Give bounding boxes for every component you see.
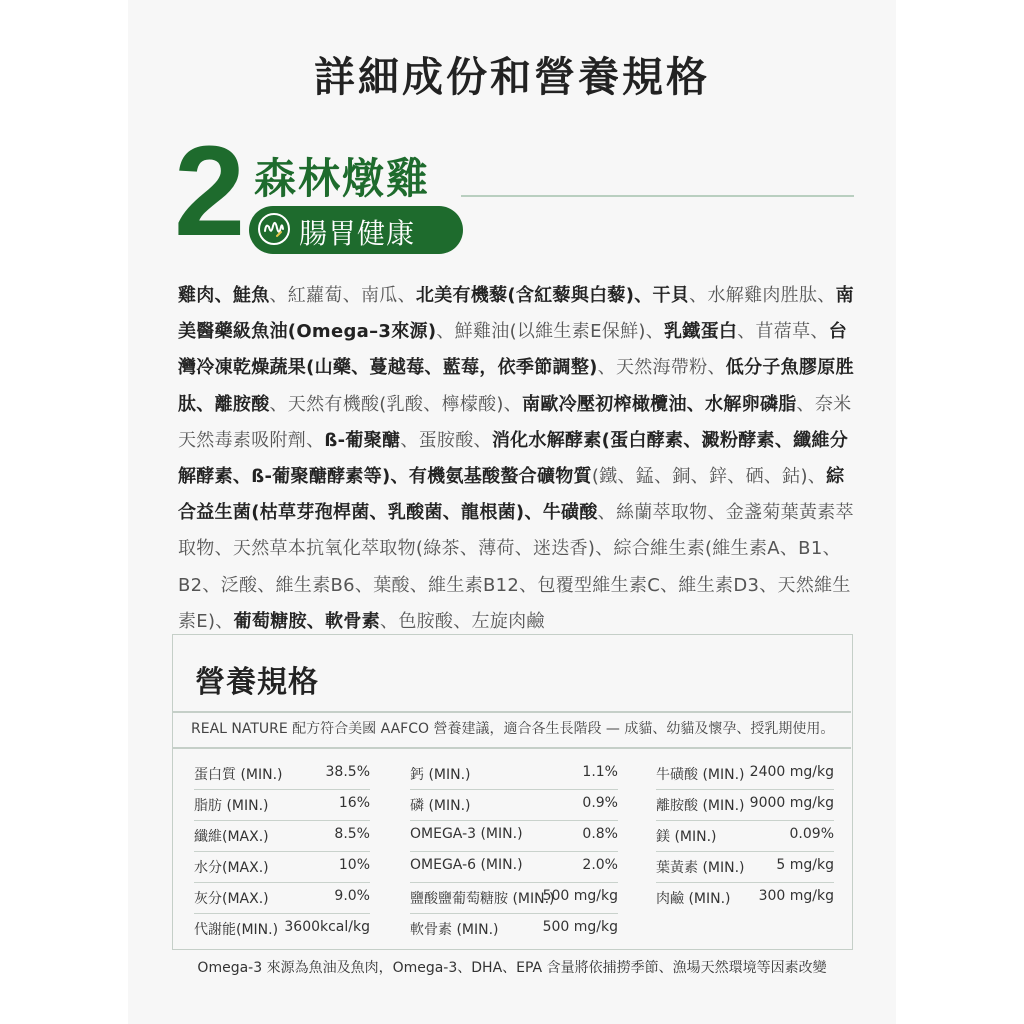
spec-note: REAL NATURE 配方符合美國 AAFCO 營養建議，適合各生長階段 — 成貓、幼貓及懷孕、授乳期使用。 (191, 721, 835, 737)
ingredient-text: 、紅蘿蔔、南瓜、 (269, 285, 416, 306)
nutrient-value: 1.1% (582, 764, 618, 780)
nutrient-value: 500 mg/kg (542, 888, 618, 904)
left-margin (0, 0, 128, 1024)
nutrient-label: OMEGA-3 (MIN.) (410, 826, 523, 842)
nutrient-label: 蛋白質 (MIN.) (194, 767, 283, 783)
ingredient-highlight: 葡萄糖胺、軟骨素 (233, 610, 381, 632)
nutrition-row (410, 914, 618, 945)
intestine-icon (258, 213, 290, 245)
ingredient-highlight: 綜合益生菌(枯草芽孢桿菌、乳酸菌、龍根菌)、牛磺酸 (178, 466, 845, 524)
ingredient-highlight: 台灣冷凍乾燥蔬果(山藥、蔓越莓、藍莓，依季節調整) (178, 321, 848, 379)
nutrition-column (410, 759, 618, 945)
nutrient-value: 9.0% (334, 888, 370, 904)
nutrient-label: 水分(MAX.) (194, 860, 269, 876)
ingredient-text: 、色胺酸、左旋肉鹼 (380, 610, 545, 632)
nutrient-label: 牛磺酸 (MIN.) (656, 767, 745, 783)
nutrition-row (656, 852, 834, 883)
nutrition-row (194, 852, 370, 883)
ingredient-text: 、天然海帶粉、 (597, 357, 726, 379)
ingredient-highlight: 南歐冷壓初榨橄欖油、水解卵磷脂 (522, 393, 797, 415)
spec-divider (173, 747, 851, 749)
ingredient-text: 、絲蘭萃取物、金盞菊葉黃素萃取物、天然草本抗氧化萃取物(綠茶、薄荷、迷迭香)、綜合維生素(維生素A、B1、B2、泛酸、維生素B6、葉酸、維生素B12、包覆型維生素C、維生素D3、天然維生素E)、 (178, 502, 854, 632)
nutrition-row (410, 883, 618, 914)
nutrient-value: 0.09% (789, 826, 834, 842)
nutrition-row (194, 914, 370, 945)
nutrition-row (656, 821, 834, 852)
ingredient-highlight: 消化水解酵素(蛋白酵素、澱粉酵素、纖維分解酵素、ß-葡聚醣酵素等)、有機氨基酸螯合礦物質 (178, 429, 849, 488)
benefit-tag-label: 腸胃健康 (299, 217, 416, 250)
nutrient-label: 纖維(MAX.) (194, 829, 269, 845)
ingredient-highlight: ß-葡聚醣 (324, 429, 401, 451)
nutrient-value: 2.0% (582, 857, 618, 873)
ingredient-text: 、天然有機酸(乳酸、檸檬酸)、 (269, 393, 523, 415)
nutrient-value: 16% (338, 795, 370, 811)
nutrient-value: 10% (338, 857, 370, 873)
nutrition-row (194, 883, 370, 914)
ingredient-highlight: 北美有機藜(含紅藜與白藜)、干貝 (415, 285, 690, 306)
nutrient-value: 300 mg/kg (758, 888, 834, 904)
ingredient-text: 、鮮雞油(以維生素E保鮮)、 (436, 321, 664, 343)
nutrient-label: 離胺酸 (MIN.) (656, 798, 745, 814)
nutrition-row (656, 759, 834, 790)
nutrient-label: 灰分(MAX.) (194, 891, 269, 907)
nutrient-value: 500 mg/kg (542, 919, 618, 935)
nutrition-table (194, 759, 834, 945)
right-margin (896, 0, 1024, 1024)
nutrient-value: 8.5% (334, 826, 370, 842)
nutrient-label: 代謝能(MIN.) (194, 922, 279, 938)
nutrient-value: 2400 mg/kg (749, 764, 834, 780)
nutrient-label: 鎂 (MIN.) (656, 829, 717, 845)
nutrition-row (194, 821, 370, 852)
nutrient-label: 鈣 (MIN.) (410, 767, 471, 783)
nutrient-label: 軟骨素 (MIN.) (410, 922, 499, 938)
nutrition-row (194, 759, 370, 790)
nutrition-row (410, 759, 618, 790)
nutrient-value: 9000 mg/kg (749, 795, 834, 811)
nutrition-row (656, 790, 834, 821)
product-name: 森林燉雞 (254, 154, 431, 203)
nutrition-row (410, 821, 618, 852)
nutrient-label: 肉鹼 (MIN.) (656, 891, 731, 907)
spec-divider (173, 711, 851, 713)
title-divider (461, 195, 854, 197)
nutrient-label: 鹽酸鹽葡萄糖胺 (MIN.) (410, 891, 555, 907)
nutrition-spec-box (172, 634, 853, 950)
ingredient-highlight: 南美醫藥級魚油(Omega–3來源) (178, 285, 854, 343)
ingredient-text: 、奈米天然毒素吸附劑、 (178, 393, 852, 451)
product-info-page (128, 0, 896, 1024)
nutrition-column (656, 759, 834, 914)
nutrient-value: 0.8% (582, 826, 618, 842)
ingredient-text: 、水解雞肉胜肽、 (689, 285, 836, 306)
nutrient-label: 磷 (MIN.) (410, 798, 471, 814)
ingredient-list (178, 278, 858, 640)
ingredient-text: (鐵、錳、銅、鋅、硒、鈷)、 (591, 466, 827, 488)
nutrient-value: 5 mg/kg (776, 857, 834, 873)
nutrient-label: 脂肪 (MIN.) (194, 798, 269, 814)
product-number: 2 (174, 120, 246, 263)
nutrition-row (410, 790, 618, 821)
ingredient-highlight: 乳鐵蛋白 (664, 321, 738, 343)
nutrition-column (194, 759, 370, 945)
benefit-tag (249, 206, 463, 254)
nutrient-label: OMEGA-6 (MIN.) (410, 857, 523, 873)
ingredient-text: 、蛋胺酸、 (400, 429, 492, 451)
nutrient-value: 38.5% (325, 764, 370, 780)
ingredient-highlight: 低分子魚膠原胜肽、離胺酸 (178, 357, 854, 415)
ingredient-text: 、苜蓿草、 (737, 321, 829, 343)
nutrient-value: 0.9% (582, 795, 618, 811)
nutrition-row (656, 883, 834, 914)
page-title: 詳細成份和營養規格 (314, 53, 710, 101)
nutrition-row (410, 852, 618, 883)
nutrition-row (194, 790, 370, 821)
ingredient-highlight: 雞肉、鮭魚 (178, 285, 270, 306)
nutrient-value: 3600kcal/kg (284, 919, 370, 935)
spec-title: 營養規格 (195, 665, 319, 700)
nutrient-label: 葉黃素 (MIN.) (656, 860, 745, 876)
footnote: Omega-3 來源為魚油及魚肉，Omega-3、DHA、EPA 含量將依捕撈季節、漁場天然環境等因素改變 (197, 960, 827, 976)
